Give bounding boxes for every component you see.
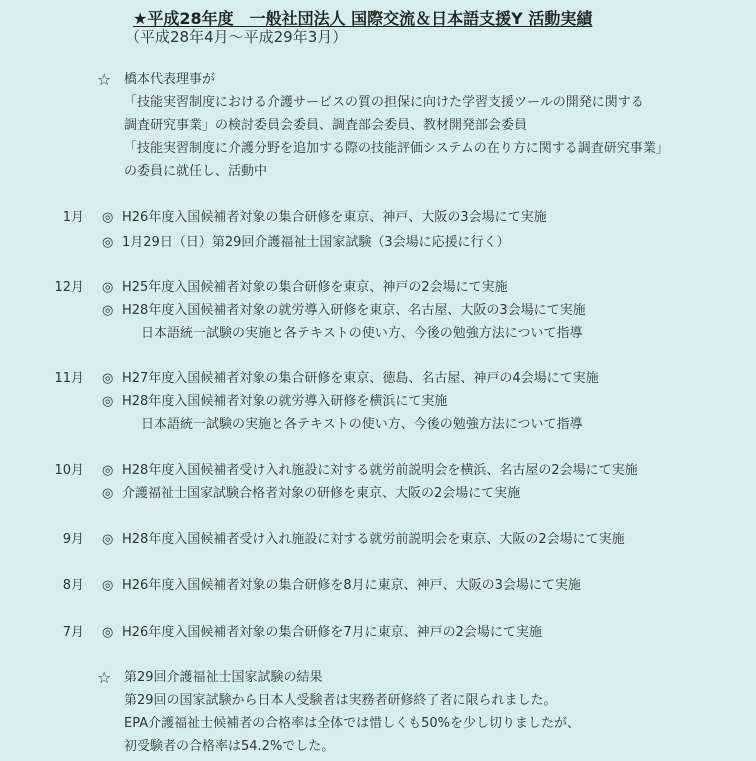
month-label: 12月 — [54, 280, 84, 295]
month-label: 8月 — [62, 578, 84, 593]
results-line: 第29回の国家試験から日本人受験者は実務者研修終了者に限られました。 — [124, 693, 557, 708]
activity-item — [102, 231, 510, 254]
activity-text: H27年度入国候補者対象の集合研修を東京、徳島、名古屋、神戸の4会場にて実施 — [122, 371, 599, 386]
star-icon: ☆ — [97, 70, 112, 89]
bullet-icon: ◎ — [102, 280, 114, 295]
activity-item — [102, 367, 599, 390]
page-period: （平成28年4月～平成29年3月） — [125, 28, 348, 46]
activity-item — [102, 621, 542, 644]
bullet-icon: ◎ — [102, 210, 114, 225]
bullet-icon: ◎ — [102, 371, 114, 386]
results-line: 第29回介護福祉士国家試験の結果 — [124, 670, 323, 685]
month-label: 10月 — [54, 463, 84, 478]
bullet-icon: ◎ — [102, 463, 114, 478]
activity-text: 介護福祉士国家試験合格者対象の研修を東京、大阪の2会場にて実施 — [122, 486, 521, 501]
activity-text: H26年度入国候補者対象の集合研修を8月に東京、神戸、大阪の3会場にて実施 — [122, 578, 581, 593]
bullet-icon: ◎ — [102, 578, 114, 593]
intro-line: 「技能実習制度における介護サービスの質の担保に向けた学習支援ツールの開発に関する — [124, 95, 644, 110]
activity-item — [102, 574, 581, 597]
activity-note: 日本語統一試験の実施と各テキストの使い方、今後の勉強方法について指導 — [141, 417, 583, 432]
activity-item — [102, 299, 586, 322]
month-label: 11月 — [54, 371, 84, 386]
activity-text: H28年度入国候補者対象の就労導入研修を横浜にて実施 — [122, 394, 448, 409]
intro-line: の委員に就任し、活動中 — [124, 164, 268, 179]
intro-line: 調査研究事業」の検討委員会委員、調査部会委員、教材開発部会委員 — [124, 118, 528, 133]
results-line: 初受験者の合格率は54.2%でした。 — [124, 739, 335, 754]
intro-line: 橋本代表理事が — [124, 72, 216, 87]
activity-item — [102, 390, 447, 413]
month-label: 9月 — [62, 532, 84, 547]
bullet-icon: ◎ — [102, 625, 114, 640]
month-label: 7月 — [62, 625, 84, 640]
activity-text: H28年度入国候補者対象の就労導入研修を東京、名古屋、大阪の3会場にて実施 — [122, 303, 586, 318]
activity-text: 1月29日（日）第29回介護福祉士国家試験（3会場に応援に行く） — [122, 235, 510, 250]
activity-item — [102, 276, 508, 299]
bullet-icon: ◎ — [102, 303, 114, 318]
bullet-icon: ◎ — [102, 235, 114, 250]
page-title: ★平成28年度 一般社団法人 国際交流＆日本語支援Y 活動実績 — [133, 9, 593, 28]
activity-note: 日本語統一試験の実施と各テキストの使い方、今後の勉強方法について指導 — [141, 326, 583, 341]
activity-item — [102, 528, 625, 551]
bullet-icon: ◎ — [102, 532, 114, 547]
activity-text: H26年度入国候補者対象の集合研修を東京、神戸、大阪の3会場にて実施 — [122, 210, 547, 225]
activity-item — [102, 206, 547, 229]
month-label: 1月 — [62, 210, 84, 225]
activity-item — [102, 459, 638, 482]
activity-text: H28年度入国候補者受け入れ施設に対する就労前説明会を東京、大阪の2会場にて実施 — [122, 532, 625, 547]
bullet-icon: ◎ — [102, 394, 114, 409]
activity-text: H28年度入国候補者受け入れ施設に対する就労前説明会を横浜、名古屋の2会場にて実施 — [122, 463, 638, 478]
intro-line: 「技能実習制度に介護分野を追加する際の技能評価システムの在り方に関する調査研究事業」 — [124, 141, 669, 156]
star-icon: ☆ — [97, 668, 112, 687]
activity-text: H26年度入国候補者対象の集合研修を7月に東京、神戸の2会場にて実施 — [122, 625, 542, 640]
results-line: EPA介護福祉士候補者の合格率は全体では惜しくも50%を少し切りましたが、 — [124, 716, 581, 731]
bullet-icon: ◎ — [102, 486, 114, 501]
activity-text: H25年度入国候補者対象の集合研修を東京、神戸の2会場にて実施 — [122, 280, 508, 295]
activity-item — [102, 482, 520, 505]
